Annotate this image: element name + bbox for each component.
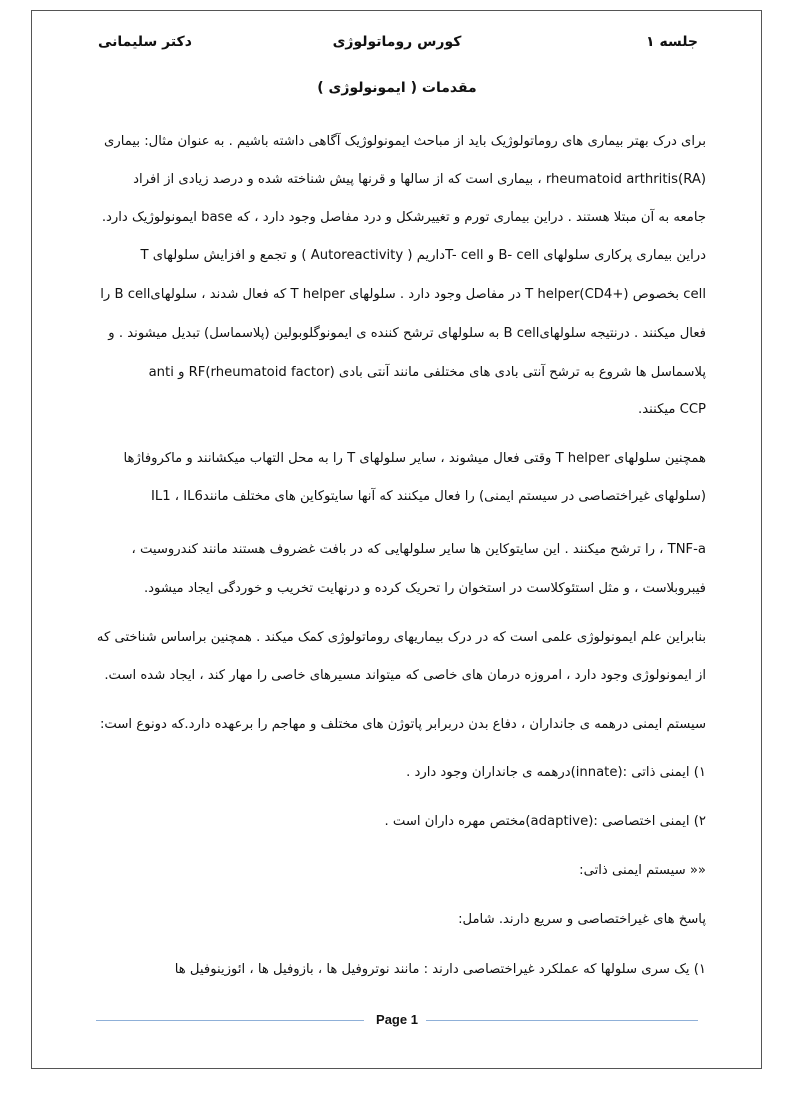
paragraph-line: همچنین سلولهای T helper وقتی فعال میشوند ، سایر سلولهای T را به محل التهاب میکشانند و ماکروفاژها [123, 451, 706, 466]
paragraph-line: (سلولهای غیراختصاصی در سیستم ایمنی) را فعال میکنند که آنها سایتوکاین های مختلف مانندIL1 ، IL6 [150, 489, 706, 504]
paragraph-line: دراین بیماری پرکاری سلولهای B- cell و T- cellداریم ( Autoreactivity ) و تجمع و افزایش سلولهای T [140, 248, 706, 263]
paragraph-line: از ایمونولوژی وجود دارد ، امروزه درمان های خاصی که میتواند مسیرهای خاصی را مهار کند ، ایجاد شده است. [104, 668, 706, 683]
paragraph-line: TNF-a ، را ترشح میکنند . این سایتوکاین ها سایر سلولهایی که در بافت غضروف هستند مانند کندروسیت ، [131, 542, 706, 557]
author-name: دکتر سلیمانی [98, 34, 192, 50]
document-body [96, 0, 706, 1103]
session-label: جلسه ۱ [646, 34, 698, 50]
page-number: Page 1 [376, 1012, 418, 1027]
paragraph-line: جامعه به آن مبتلا هستند . دراین بیماری تورم و تغییرشکل و درد مفاصل وجود دارد ، که base ایمونولوژیک دارد. [101, 210, 706, 225]
list-item: ۱) ایمنی ذاتی :(innate)درهمه ی جانداران وجود دارد . [406, 765, 706, 780]
paragraph-line: cell بخصوص T helper(CD4+) در مفاصل وجود دارد . سلولهای T helper که فعال شدند ، سلولهایB cell را [100, 287, 706, 302]
section-heading: «« سیستم ایمنی ذاتی: [579, 863, 706, 878]
paragraph-line: فعال میکنند . درنتیجه سلولهایB cell به سلولهای ترشح کننده ی ایمونوگلوبولین (پلاسماسل) تبدیل میشوند . و [108, 326, 706, 341]
paragraph-line: rheumatoid arthritis(RA) ، بیماری است که از سالها و قرنها پیش شناخته شده و درصد زیادی از افراد [133, 172, 706, 187]
paragraph-line: پاسخ های غیراختصاصی و سریع دارند. شامل: [458, 912, 706, 927]
paragraph-line: سیستم ایمنی درهمه ی جانداران ، دفاع بدن دربرابر پاتوژن های مختلف و مهاجم را برعهده دارد.که دونوع است: [99, 717, 706, 732]
paragraph-line: پلاسماسل ها شروع به ترشح آنتی بادی های مختلفی مانند آنتی بادی RF(rheumatoid factor) و anti [148, 365, 706, 380]
paragraph-line: فیبروبلاست ، و مثل استئوکلاست در استخوان را تحریک کرده و درنهایت تخریب و خوردگی ایجاد میشود. [143, 581, 706, 596]
paragraph-line: برای درک بهتر بیماری های روماتولوژیک باید از مباحث ایمونولوژیک آگاهی داشته باشیم . به عنوان مثال: بیماری [104, 134, 706, 149]
paragraph-line: بنابراین علم ایمونولوژی علمی است که در درک بیماریهای روماتولوژی کمک میکند . همچنین براساس شناختی که [96, 630, 706, 645]
list-item: ۲) ایمنی اختصاصی :(adaptive)مختص مهره داران است . [384, 814, 706, 829]
course-title: کورس روماتولوژی [332, 34, 462, 50]
list-item: ۱) یک سری سلولها که عملکرد غیراختصاصی دارند : مانند نوتروفیل ها ، بازوفیل ها ، ائوزینوفیل ها [174, 962, 706, 977]
paragraph-line: CCP میکنند. [638, 402, 706, 417]
section-title: مقدمات ( ایمونولوژی ) [317, 80, 477, 96]
